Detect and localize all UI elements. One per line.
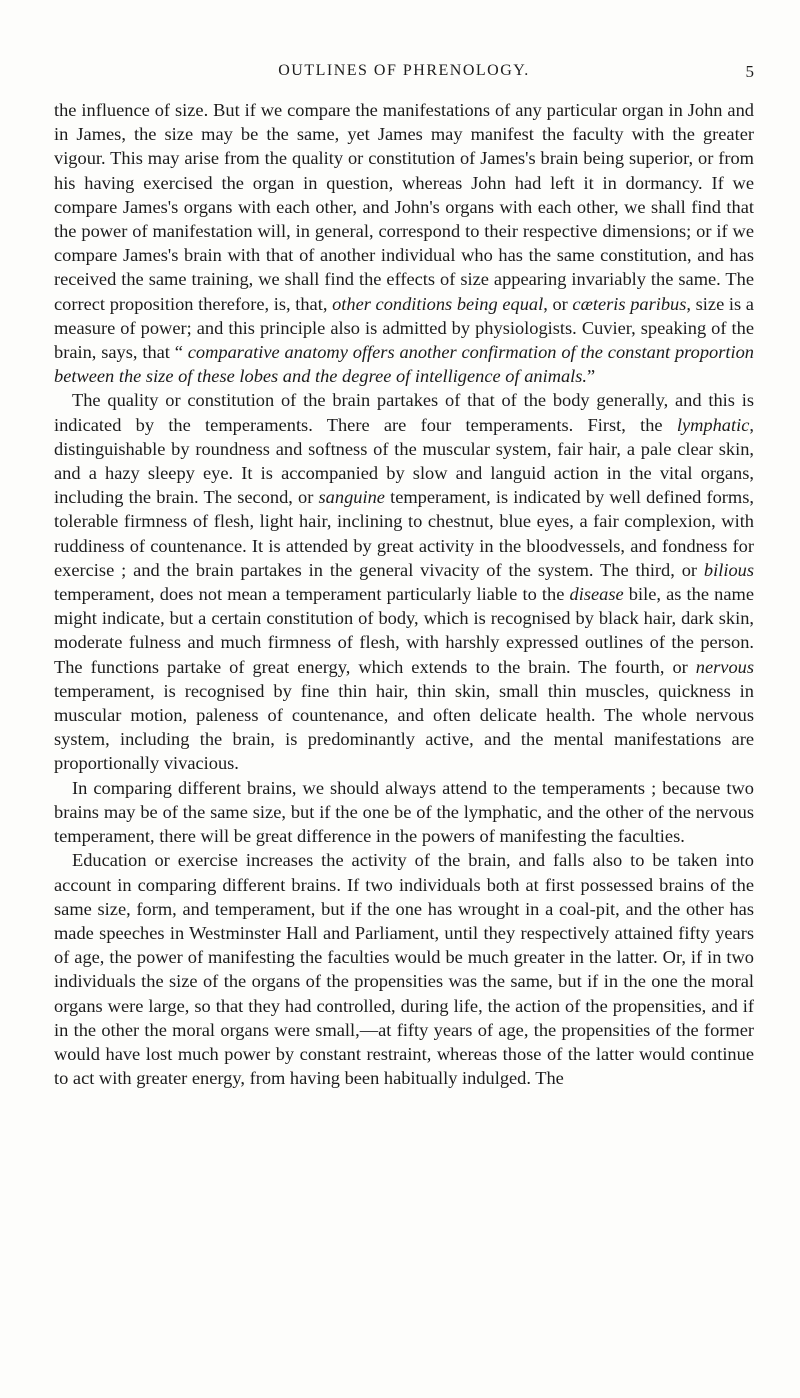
book-page bbox=[54, 52, 754, 1392]
paragraph-temperaments: The quality or constitution of the brain partakes of that of the body generally, and this is indicated by the temperaments. There are four temperaments. First, the lymphatic, distinguishable by roundness and softness of the muscular system, fair hair, a pale clear skin, and a hazy sleepy eye. It is accompanied by slow and languid action in the vital organs, including the brain. The second, or sanguine temperament, is indicated by well defined forms, tolerable firmness of flesh, light hair, inclining to chestnut, blue eyes, a fair complexion, with ruddiness of countenance. It is attended by great activity in the bloodvessels, and fondness for exercise ; and the brain partakes in the general vivacity of the system. The third, or bilious temperament, does not mean a temperament particularly liable to the disease bile, as the name might indicate, but a certain constitution of body, which is recognised by black hair, dark skin, moderate fulness and much firmness of flesh, with harshly expressed outlines of the person. The functions partake of great energy, which extends to the brain. The fourth, or nervous temperament, is recognised by fine thin hair, thin skin, small thin muscles, quickness in muscular motion, paleness of countenance, and often delicate health. The whole nervous system, including the brain, is predominantly active, and the mental manifestations are proportionally vivacious. bbox=[54, 390, 754, 774]
page-header bbox=[54, 52, 754, 98]
page-body bbox=[54, 98, 754, 1090]
paragraph-education: Education or exercise increases the activity of the brain, and falls also to be taken into account in comparing different brains. If two individuals both at first possessed brains of the same size, form, and temperament, but if the one has wrought in a coal-pit, and the other has made speeches in Westminster Hall and Parliament, until they respectively attained fifty years of age, the power of manifesting the faculties would be much greater in the latter. Or, if in two individuals the size of the organs of the propensities was the same, but if in the one the moral organs were large, so that they had controlled, during life, the action of the propensities, and if in the other the moral organs were small,—at fifty years of age, the propensities of the former would have lost much power by constant restraint, whereas those of the latter would continue to act with greater energy, from having been habitually indulged. The bbox=[54, 850, 754, 1089]
paragraph-comparing-brains: In comparing different brains, we should always attend to the temperaments ; because two brains may be of the same size, but if the one be of the lymphatic, and the other of the nervous temperament, there will be great difference in the powers of manifesting the faculties. bbox=[54, 777, 754, 847]
running-head: OUTLINES OF PHRENOLOGY. bbox=[278, 62, 530, 79]
italic-phrase: other conditions being equal bbox=[332, 293, 544, 314]
italic-quote: comparative anatomy offers another confirmation of the constant proportion between the size of these lobes and the degree of intelligence of animals. bbox=[54, 342, 754, 387]
italic-term: nervous bbox=[695, 656, 754, 677]
italic-phrase: cæteris paribus bbox=[572, 293, 687, 314]
italic-term: bilious bbox=[703, 559, 754, 580]
italic-term: sanguine bbox=[318, 487, 385, 508]
page-number: 5 bbox=[745, 62, 754, 81]
italic-term: lymphatic bbox=[676, 414, 750, 435]
italic-term: disease bbox=[569, 584, 624, 605]
paragraph-size-and-power: the influence of size. But if we compare the manifestations of any particular organ in John and in James, the size may be the same, yet James may manifest the faculty with the greater vigour. This may arise from the quality or constitution of James's brain being superior, or from his having exercised the organ in question, whereas John had left it in dormancy. If we compare James's organs with each other, and John's organs with each other, we shall find that the power of manifestation will, in general, correspond to their respective dimensions; or if we compare James's brain with that of another individual who has the same constitution, and has received the same training, we shall find the effects of size appearing invariably the same. The correct proposition therefore, is, that, other conditions being equal, or cæteris paribus, size is a measure of power; and this principle also is admitted by physiologists. Cuvier, speaking of the brain, says, that “ comparative anatomy offers another confirmation of the constant proportion between the size of these lobes and the degree of intelligence of animals.” bbox=[54, 100, 754, 387]
